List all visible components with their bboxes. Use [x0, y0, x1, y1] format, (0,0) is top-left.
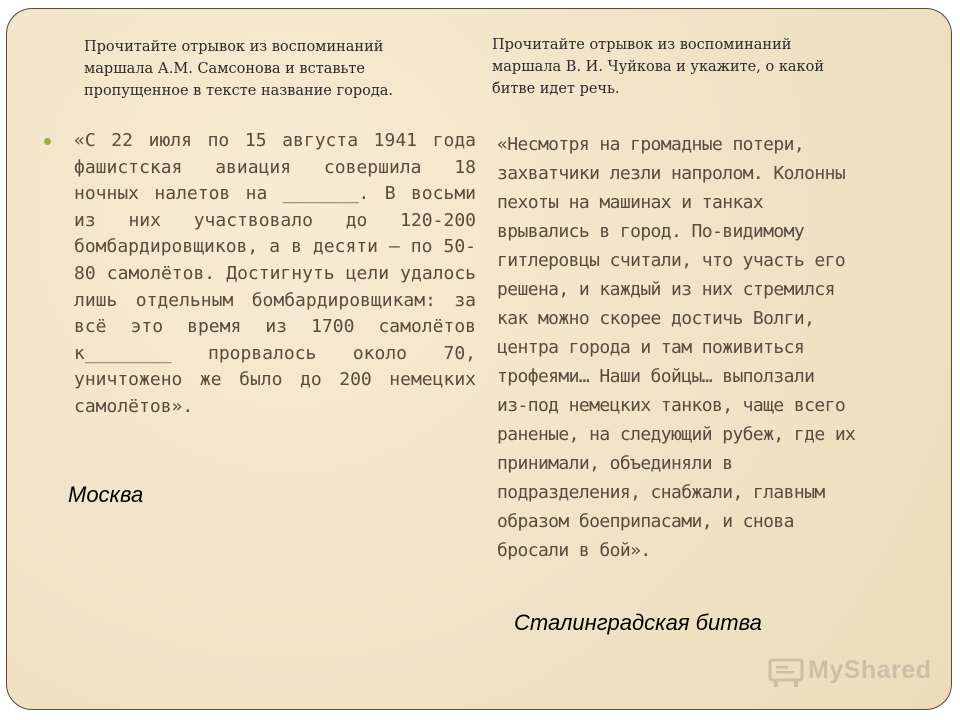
watermark-text: MyShared [808, 656, 932, 684]
right-quote [497, 130, 897, 565]
left-quote-text: «С 22 июля по 15 августа 1941 года фашистская авиация совершила 18 ночных налетов на _______. В восьми из них участвовало до 120-200 бомбардировщиков, а в десяти – по 50-80 самолётов. Достигнуть цели удалось лишь отдельным бомбардировщикам: за всё это время из 1700 самолётов к________ прорвалось около 70, уничтожено же было до 200 немецких самолётов». [74, 130, 476, 417]
right-quote-line: «Несмотря на громадные потери, [497, 134, 805, 155]
right-quote-line: решена, и каждый из них стремился [497, 279, 835, 300]
right-quote-line: центра города и там поживиться [497, 337, 805, 358]
right-quote-line: подразделения, снабжали, главным [497, 482, 825, 503]
right-quote-line: как можно скорее достичь Волги, [497, 308, 815, 329]
left-task-line: пропущенное в тексте название города. [84, 83, 394, 99]
right-quote-line: трофеями… Наши бойцы… выползали [497, 366, 815, 387]
right-quote-line: принимали, объединяли в [497, 453, 733, 474]
left-task-instruction [84, 36, 444, 102]
left-answer: Москва [68, 482, 144, 507]
right-quote-line: образом боеприпасами, и снова [497, 511, 794, 532]
right-quote-line: врывались в город. По-видимому [497, 221, 805, 242]
right-answer: Сталинградская битва [514, 610, 762, 635]
right-quote-line: бросали в бой». [497, 540, 651, 561]
right-task-line: маршала В. И. Чуйкова и укажите, о какой [492, 59, 824, 75]
right-quote-line: раненые, на следующий рубеж, где их [497, 424, 856, 445]
right-task-line: Прочитайте отрывок из воспоминаний [492, 37, 792, 53]
right-quote-line: пехоты на машинах и танках [497, 192, 764, 213]
classroom-icon [768, 656, 804, 688]
right-quote-line: из-под немецких танков, чаще всего [497, 395, 846, 416]
right-task-instruction [492, 34, 872, 100]
right-quote-line: гитлеровцы считали, что участь его [497, 250, 846, 271]
right-quote-line: захватчики лезли напролом. Колонны [497, 163, 846, 184]
left-task-line: маршала А.М. Самсонова и вставьте [84, 61, 366, 77]
bullet-dot-icon [44, 138, 51, 145]
left-task-line: Прочитайте отрывок из воспоминаний [84, 39, 384, 55]
right-task-line: битве идет речь. [492, 81, 620, 97]
watermark [768, 654, 932, 694]
